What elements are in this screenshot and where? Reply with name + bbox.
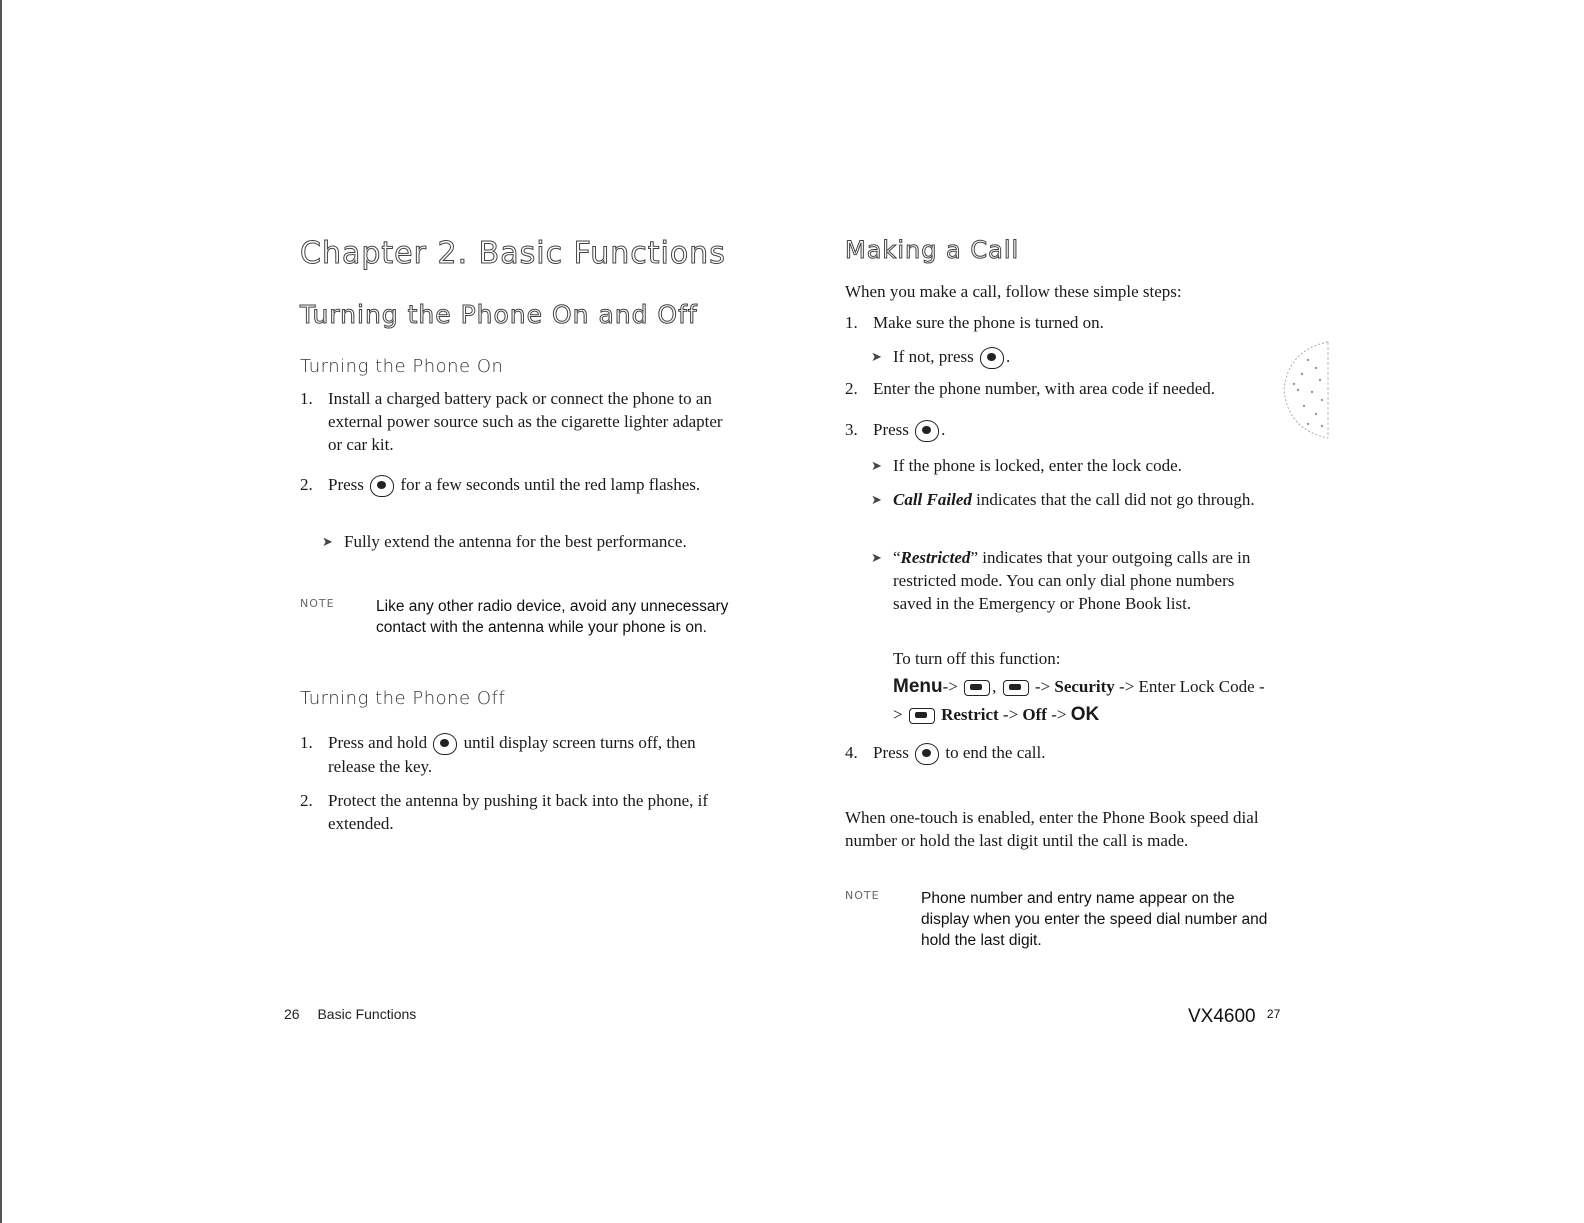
section-title: Turning the Phone On and Off bbox=[300, 300, 698, 329]
off-step-2 bbox=[300, 789, 720, 835]
call-step-4 bbox=[845, 741, 1275, 765]
step-text: Press bbox=[873, 420, 909, 439]
bullet-text: Fully extend the antenna for the best performance. bbox=[344, 532, 687, 551]
call-step-1 bbox=[845, 311, 1275, 334]
bullet-text: indicates that your outgoing calls are in restricted mode. You can only dial phone numbers saved in the Emergency or Phone Book list. bbox=[893, 548, 1251, 613]
step-text: Protect the antenna by pushing it back into the phone, if extended. bbox=[328, 791, 709, 833]
bullet-call-failed bbox=[871, 488, 1271, 511]
step1-bullet: ➤ If not, press . bbox=[871, 345, 1251, 369]
arrow-icon: ➤ bbox=[871, 492, 882, 507]
security-label: Security bbox=[1054, 677, 1115, 696]
bullet-restricted: ➤ “Restricted” indicates that your outgoing calls are in restricted mode. You can only dial phone numbers saved in the Emergency or Phone Book list. bbox=[871, 548, 1251, 613]
arrow-icon: ➤ bbox=[322, 534, 333, 549]
subheading-turning-off: Turning the Phone Off bbox=[300, 688, 506, 709]
on-step-1 bbox=[300, 387, 740, 456]
restricted-label: Restricted bbox=[900, 548, 971, 567]
intro-text: When you make a call, follow these simple steps: bbox=[845, 282, 1182, 301]
footer-right bbox=[1188, 1006, 1280, 1028]
power-end-key-icon bbox=[980, 347, 1004, 369]
note-box bbox=[300, 596, 730, 638]
page-number-right: 27 bbox=[1266, 1007, 1281, 1021]
step-text-pre: Press bbox=[873, 743, 909, 762]
arrow-icon: ➤ bbox=[871, 550, 882, 565]
bullet-text: If not, press bbox=[893, 347, 974, 366]
model-name: VX4600 bbox=[1188, 1006, 1256, 1027]
bullet-locked bbox=[871, 454, 1271, 477]
note-text: Like any other radio device, avoid any unnecessary contact with the antenna while your phone is on. bbox=[376, 598, 729, 636]
step-text-pre: Press bbox=[328, 475, 364, 494]
call-step-2 bbox=[845, 377, 1275, 400]
step-number: 2. bbox=[300, 791, 313, 810]
off-step-1 bbox=[300, 731, 730, 778]
step-number: 1. bbox=[845, 313, 858, 332]
soft-key-icon bbox=[964, 680, 990, 696]
scan-edge bbox=[0, 0, 2, 1223]
soft-key-icon bbox=[1003, 680, 1029, 696]
section-title-making-call: Making a Call bbox=[845, 236, 1020, 264]
off-label: Off bbox=[1022, 705, 1047, 724]
one-touch-text: When one-touch is enabled, enter the Phone Book speed dial number or hold the last digit until the call is made. bbox=[845, 808, 1259, 850]
restrict-label: Restrict bbox=[941, 705, 999, 724]
step-text: Make sure the phone is turned on. bbox=[873, 313, 1104, 332]
chapter-title: Chapter 2. Basic Functions bbox=[300, 236, 726, 271]
arrow-icon: ➤ bbox=[871, 349, 882, 364]
footer-left-text: Basic Functions bbox=[317, 1006, 417, 1022]
power-end-key-icon bbox=[433, 733, 457, 755]
power-end-key-icon bbox=[370, 475, 394, 497]
menu-path: Menu-> , -> Security -> Enter Lock Code -> Restrict -> Off -> OK bbox=[893, 676, 1265, 725]
power-end-key-icon bbox=[915, 743, 939, 765]
bullet-text: indicates that the call did not go through. bbox=[976, 490, 1255, 509]
step-text-post: to end the call. bbox=[945, 743, 1046, 762]
left-page bbox=[300, 0, 740, 1223]
arrow-icon: ➤ bbox=[871, 458, 882, 473]
step-number: 3. bbox=[845, 420, 858, 439]
on-step-2 bbox=[300, 473, 720, 497]
bullet-text: If the phone is locked, enter the lock code. bbox=[893, 456, 1182, 475]
page-number-left: 26 bbox=[284, 1006, 300, 1022]
turn-off-function-text: To turn off this function: bbox=[893, 649, 1061, 668]
menu-label: Menu bbox=[893, 676, 943, 697]
step-number: 2. bbox=[845, 379, 858, 398]
note-text: Phone number and entry name appear on the display when you enter the speed dial number and hold the last digit. bbox=[921, 890, 1268, 949]
chapter-tab-graphic bbox=[1278, 340, 1330, 440]
enter-lock-code: Enter Lock Code bbox=[1138, 677, 1255, 696]
step-number: 1. bbox=[300, 733, 313, 752]
call-step-3: 3. Press . bbox=[845, 418, 1275, 442]
soft-key-icon bbox=[909, 708, 935, 724]
step-number: 1. bbox=[300, 389, 313, 408]
note-box bbox=[845, 888, 1275, 951]
step-text-post: for a few seconds until the red lamp flashes. bbox=[400, 475, 701, 494]
step-number: 2. bbox=[300, 475, 313, 494]
ok-label: OK bbox=[1070, 704, 1100, 725]
step-text: Enter the phone number, with area code if needed. bbox=[873, 379, 1216, 398]
step-text: Install a charged battery pack or connect the phone to an external power source such as the cigarette lighter adapter or car kit. bbox=[328, 389, 723, 454]
note-label: NOTE bbox=[845, 889, 880, 902]
subheading-turning-on: Turning the Phone On bbox=[300, 356, 504, 377]
send-key-icon bbox=[915, 420, 939, 442]
step-text-pre: Press and hold bbox=[328, 733, 428, 752]
footer-left bbox=[284, 1006, 416, 1022]
right-page bbox=[845, 0, 1275, 1223]
call-failed-label: Call Failed bbox=[893, 490, 972, 509]
step-text-post: until display screen turns off, then release the key. bbox=[328, 733, 696, 777]
step-number: 4. bbox=[845, 743, 858, 762]
on-bullet bbox=[322, 530, 722, 553]
note-label: NOTE bbox=[300, 597, 335, 610]
